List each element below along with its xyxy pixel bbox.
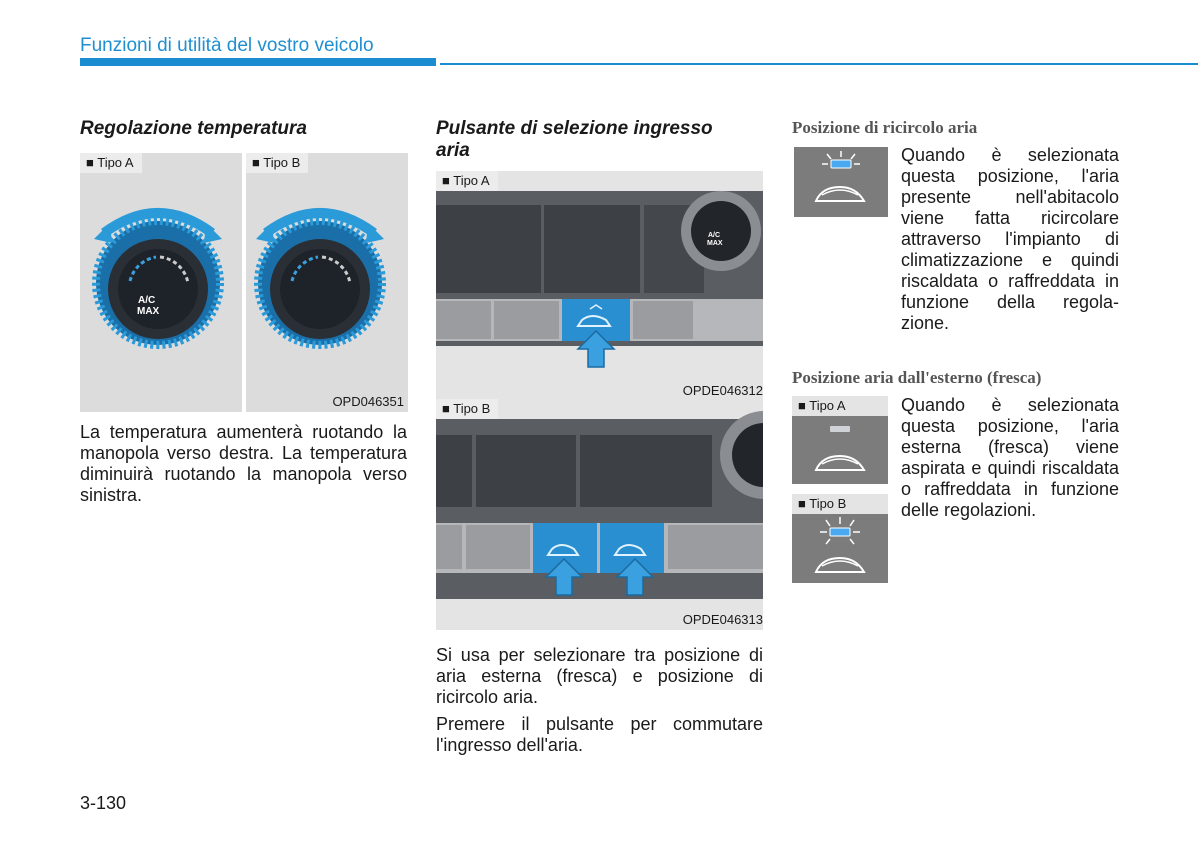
console-image-a: [436, 171, 763, 401]
page-header-title: Funzioni di utilità del vostro veicolo: [80, 35, 374, 56]
temperature-heading: Regolazione temperatura: [80, 118, 307, 139]
image-code-a: OPDE046312: [682, 383, 763, 398]
knob-max-label: MAX: [137, 306, 160, 317]
recirculation-heading: Posizione di ricircolo aria: [792, 118, 978, 137]
air-intake-panel-type-b: [436, 399, 763, 630]
header-rule-thick: [80, 58, 436, 66]
air-intake-para-2: Premere il pulsante per commutare l'ingresso dell'aria.: [436, 714, 763, 755]
temperature-knob-image-a: [80, 153, 242, 412]
temperature-body-text: La temperatura aumenterà ruotando la manopola verso destra. La temperatura diminuirà ruotando la manopola verso sinistra.: [80, 422, 407, 505]
fresh-air-icon-box-a: [792, 396, 888, 484]
console-knob-max: MAX: [707, 240, 723, 247]
tipo-a-label-2: ■ Tipo A: [436, 171, 498, 191]
knob-ac-label: A/C: [138, 295, 156, 306]
console-image-b: [436, 399, 763, 630]
console-knob-ac: A/C: [708, 232, 721, 239]
knob-panel-type-b: [246, 153, 408, 412]
recirculation-text: Quando è selezionata questa posizione, l'aria presente nell'abitacolo viene fatta ricircolare attraverso l'impianto di climatizzazione e quindi riscaldata o raffreddata in funzione della regola-zione.: [901, 145, 1119, 333]
recirculation-icon-box: [794, 147, 888, 217]
air-intake-para-1: Si usa per selezionare tra posizione di aria esterna (fresca) e posizione di ricircolo aria.: [436, 645, 763, 707]
fresh-air-heading: Posizione aria dall'esterno (fresca): [792, 368, 1042, 387]
tipo-b-label: ■ Tipo B: [246, 153, 308, 173]
fresh-air-tipo-b-label: ■ Tipo B: [792, 494, 854, 514]
page-number: 3-130: [80, 793, 127, 813]
fresh-air-tipo-a-label: ■ Tipo A: [792, 396, 854, 416]
air-intake-panel-type-a: [436, 171, 763, 401]
fresh-air-text: Quando è selezionata questa posizione, l'aria esterna (fresca) viene aspirata e quindi riscaldata o raffreddata in funzione delle regolazioni.: [901, 395, 1119, 520]
knob-panel-type-a: [80, 153, 242, 412]
recirculation-icon: [794, 147, 888, 217]
air-intake-heading: [436, 118, 713, 162]
air-intake-heading-line2: aria: [436, 140, 470, 161]
temperature-knob-image-b: [246, 153, 408, 412]
air-intake-heading-line1: Pulsante di selezione ingresso: [436, 118, 713, 139]
header-rule-thin: [440, 63, 1198, 65]
tipo-a-label: ■ Tipo A: [80, 153, 142, 173]
fresh-air-icon-box-b: [792, 494, 888, 583]
air-intake-body: [436, 645, 763, 756]
image-code: OPD046351: [332, 394, 404, 409]
tipo-b-label-2: ■ Tipo B: [436, 399, 498, 419]
image-code-b: OPDE046313: [682, 612, 763, 627]
